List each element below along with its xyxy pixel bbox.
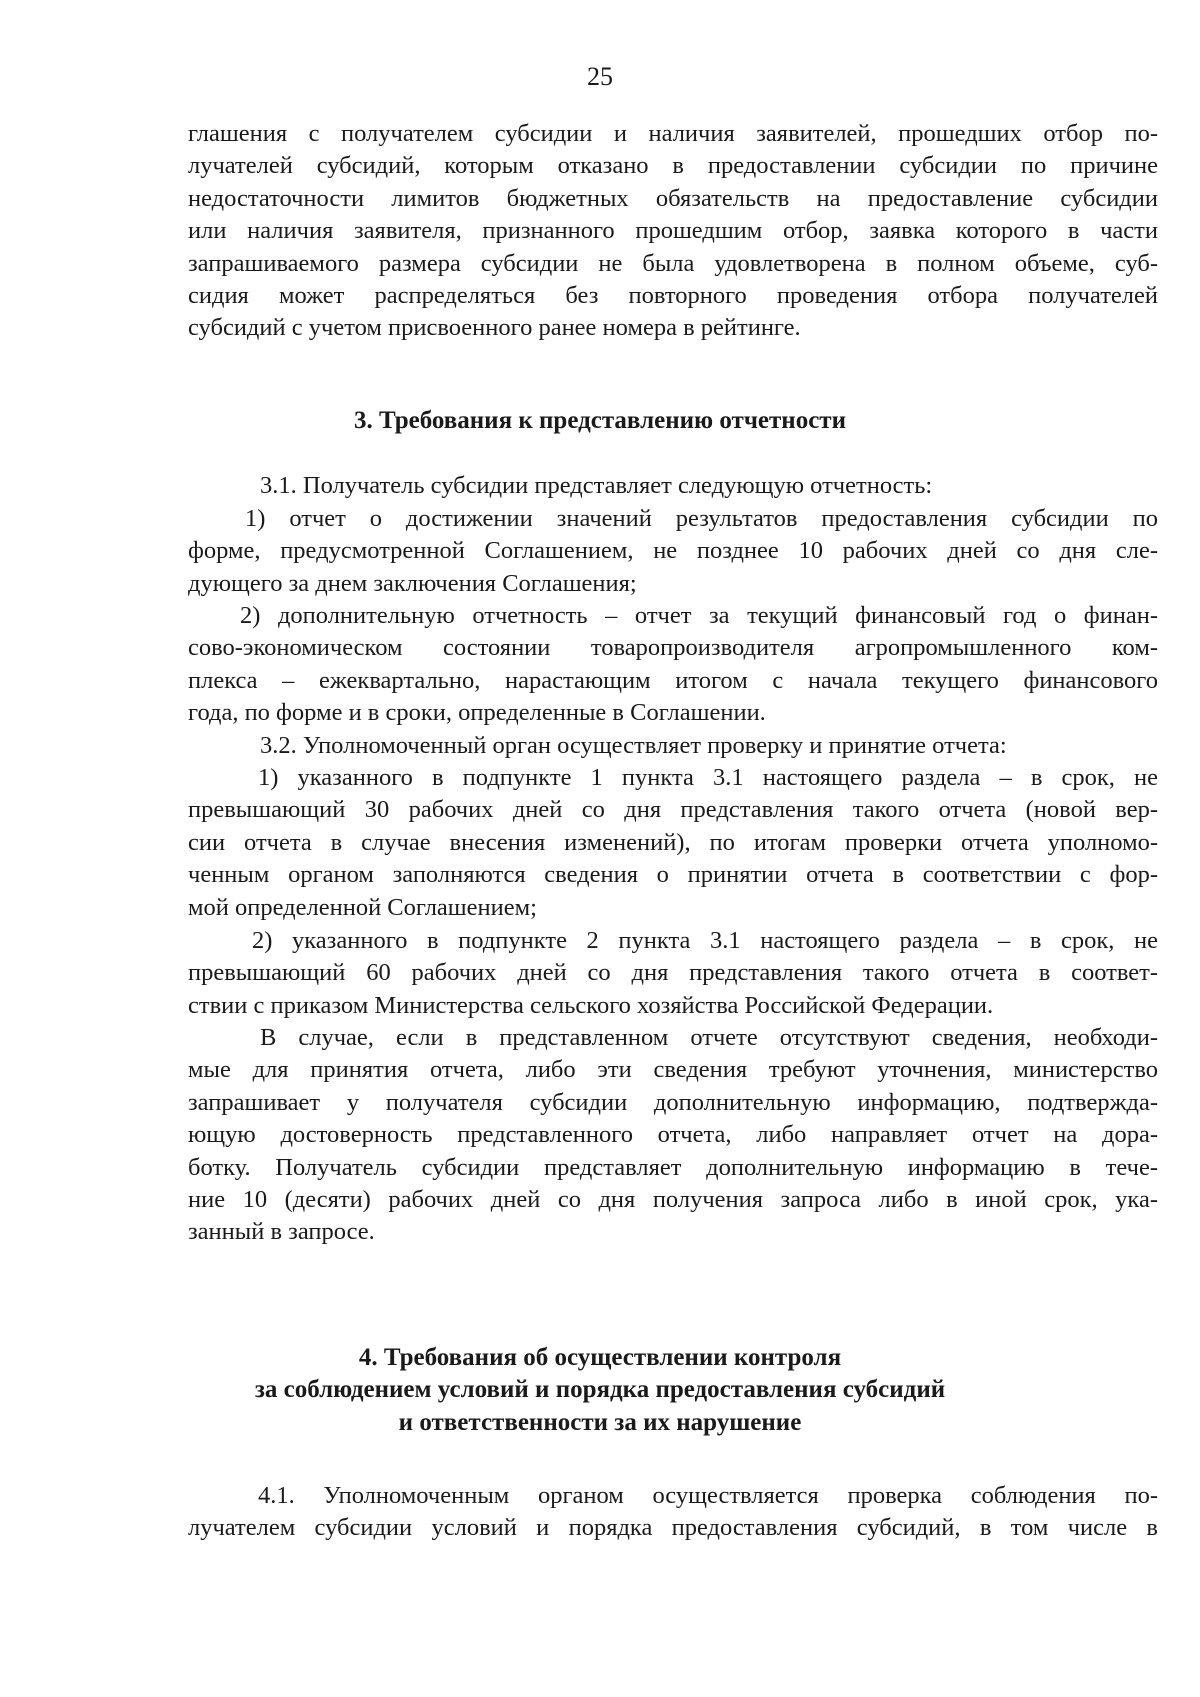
heading-line: 3. Требования к представлению отчетности <box>354 407 846 434</box>
text-line: 3.1. Получатель субсидии представляет следующую отчетность: <box>260 472 933 499</box>
text-line: ботку. Получатель субсидии представляет дополнительную информацию в тече- <box>188 1153 1158 1181</box>
text-line: 2) дополнительную отчетность – отчет за текущий финансовый год о финан- <box>240 602 1158 629</box>
text-line: плекса – ежеквартально, нарастающим итогом с начала текущего финансового <box>188 666 1158 694</box>
text-line: лучателем субсидии условий и порядка предоставления субсидий, в том числе в <box>188 1514 1158 1542</box>
text-line: 1) отчет о достижении значений результатов предоставления субсидии по <box>245 505 1158 532</box>
text-line: превышающий 60 рабочих дней со дня представления такого отчета в соответ- <box>188 959 1158 987</box>
text-line: лучателей субсидий, которым отказано в предоставлении субсидии по причине <box>188 152 1158 180</box>
paragraph-3-2-item-1 <box>188 762 1158 924</box>
text-line: форме, предусмотренной Соглашением, не позднее 10 рабочих дней со дня сле- <box>188 537 1158 565</box>
section-heading-4 <box>0 1342 1200 1439</box>
text-line: занный в запросе. <box>188 1218 375 1246</box>
text-line: года, по форме и в сроки, определенные в Соглашении. <box>188 699 766 727</box>
text-line: ние 10 (десяти) рабочих дней со дня получения запроса либо в иной срок, ука- <box>188 1186 1158 1214</box>
heading-line: за соблюдением условий и порядка предоставления субсидий <box>254 1376 946 1404</box>
text-line: или наличия заявителя, признанного прошедшим отбор, заявка которого в части <box>188 217 1158 245</box>
text-line: ствии с приказом Министерства сельского хозяйства Российской Федерации. <box>188 991 994 1019</box>
text-line: недостаточности лимитов бюджетных обязательств на предоставление субсидии <box>188 184 1158 212</box>
text-line: глашения с получателем субсидии и наличия заявителей, прошедших отбор по- <box>188 120 1158 147</box>
text-line: ющую достоверность представленного отчета, либо направляет отчет на дора- <box>188 1121 1158 1149</box>
text-line: дующего за днем заключения Соглашения; <box>188 569 637 597</box>
paragraph-3-1-item-2 <box>188 600 1158 730</box>
text-line: запрашивает у получателя субсидии дополнительную информацию, подтвержда- <box>188 1088 1158 1116</box>
text-line: 3.2. Уполномоченный орган осуществляет проверку и принятие отчета: <box>260 732 1007 759</box>
paragraph-3-2 <box>260 730 1100 762</box>
paragraph-continuation <box>188 118 1158 345</box>
text-line: субсидий с учетом присвоенного ранее номера в рейтинге. <box>188 314 801 342</box>
paragraph-4-1 <box>188 1480 1158 1545</box>
text-line: сидия может распределяться без повторного проведения отбора получателей <box>188 282 1158 310</box>
paragraph-3-1 <box>260 470 1020 502</box>
text-line: 4.1. Уполномоченным органом осуществляется проверка соблюдения по- <box>258 1482 1158 1509</box>
section-heading-3 <box>0 405 1200 437</box>
text-line: мой определенной Соглашением; <box>188 893 537 921</box>
text-line: превышающий 30 рабочих дней со дня представления такого отчета (новой вер- <box>188 796 1158 824</box>
text-line: сии отчета в случае внесения изменений), по итогам проверки отчета уполномо- <box>188 828 1158 856</box>
text-line: запрашиваемого размера субсидии не была удовлетворена в полном объеме, суб- <box>188 249 1158 277</box>
paragraph-3-1-item-1 <box>188 503 1158 600</box>
text-line: ченным органом заполняются сведения о принятии отчета в соответствии с фор- <box>188 861 1158 889</box>
page-number: 25 <box>587 62 613 91</box>
paragraph-in-case <box>188 1022 1158 1249</box>
heading-line: 4. Требования об осуществлении контроля <box>358 1344 842 1371</box>
text-line: 2) указанного в подпункте 2 пункта 3.1 настоящего раздела – в срок, не <box>252 927 1158 954</box>
text-line: мые для принятия отчета, либо эти сведения требуют уточнения, министерство <box>188 1056 1158 1084</box>
text-line: сово-экономическом состоянии товаропроизводителя агропромышленного ком- <box>188 634 1158 662</box>
text-line: В случае, если в представленном отчете отсутствуют сведения, необходи- <box>260 1024 1158 1051</box>
paragraph-3-2-item-2 <box>188 925 1158 1022</box>
heading-line: и ответственности за их нарушение <box>398 1408 802 1436</box>
text-line: 1) указанного в подпункте 1 пункта 3.1 настоящего раздела – в срок, не <box>258 764 1158 791</box>
